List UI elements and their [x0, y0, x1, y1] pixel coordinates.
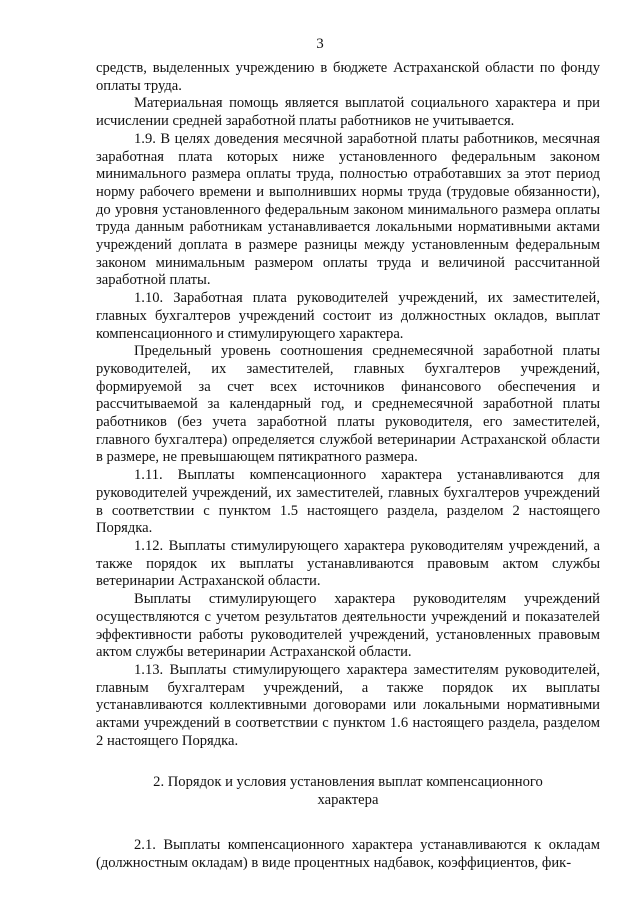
paragraph-salary-ratio: Предельный уровень соотношения среднемесячной заработной платы руководителей, их заместителей, главных бухгалтеров учреждений, формируемой за счет всех источников финансового обеспечения и рассчитываемой за календарный год, и среднемесячной заработной платы работников (без учета заработной платы руководителя, его заместителей, главного бухгалтера) определяется службой ветеринарии Астраханской области в размере, не превышающем пятикратного размера. [96, 343, 600, 466]
paragraph-continuation: средств, выделенных учреждению в бюджете Астраханской области по фонду оплаты труда. [96, 60, 600, 94]
paragraph-1-12: 1.12. Выплаты стимулирующего характера руководителям учреждений, а также порядок их выплаты устанавливаются правовым актом службы ветеринарии Астраханской области. [96, 537, 600, 590]
paragraph-1-9: 1.9. В целях доведения месячной заработной платы работников, месячная заработная плата которых ниже установленного федеральным законом минимального размера оплаты труда, полностью отработавших за этот период норму рабочего времени и выполнивших нормы труда (трудовые обязанности), до уровня установленного федеральным законом минимального размера оплаты труда данным работникам устанавливается локальными нормативными актами учреждений доплата в размере разницы между установленным федеральным законом минимальным размером оплаты труда и величиной рассчитанной заработной платы. [96, 130, 600, 289]
paragraph-1-13: 1.13. Выплаты стимулирующего характера заместителям руководителей, главным бухгалтерам учреждений, а также порядок их выплаты устанавливаются коллективными договорами или локальными нормативными актами учреждений в соответствии с пунктом 1.6 настоящего раздела, разделом 2 настоящего Порядка. [96, 661, 600, 749]
paragraph-material-aid: Материальная помощь является выплатой социального характера и при исчислении средней заработной платы работников не учитывается. [96, 95, 600, 130]
section-heading: 2. Порядок и условия установления выплат компенсационного характера [153, 774, 543, 809]
paragraph-2-1: 2.1. Выплаты компенсационного характера устанавливаются к окладам (должностным окладам) в виде процентных надбавок, коэффициентов, фик- [96, 836, 600, 871]
paragraph-1-10: 1.10. Заработная плата руководителей учреждений, их заместителей, главных бухгалтеров учреждений состоит из должностных окладов, выплат компенсационного и стимулирующего характера. [96, 290, 600, 342]
page-number: 3 [316, 36, 324, 52]
paragraph-1-11: 1.11. Выплаты компенсационного характера устанавливаются для руководителей учреждений, их заместителей, главных бухгалтеров учреждений в соответствии с пунктом 1.5 настоящего раздела, разделом 2 настоящего Порядка. [96, 467, 600, 537]
paragraph-incentive-payments: Выплаты стимулирующего характера руководителям учреждений осуществляются с учетом результатов деятельности учреждений и показателей эффективности работы руководителей учреждений, установленных правовым актом службы ветеринарии Астраханской области. [96, 591, 600, 661]
document-body [96, 60, 600, 872]
